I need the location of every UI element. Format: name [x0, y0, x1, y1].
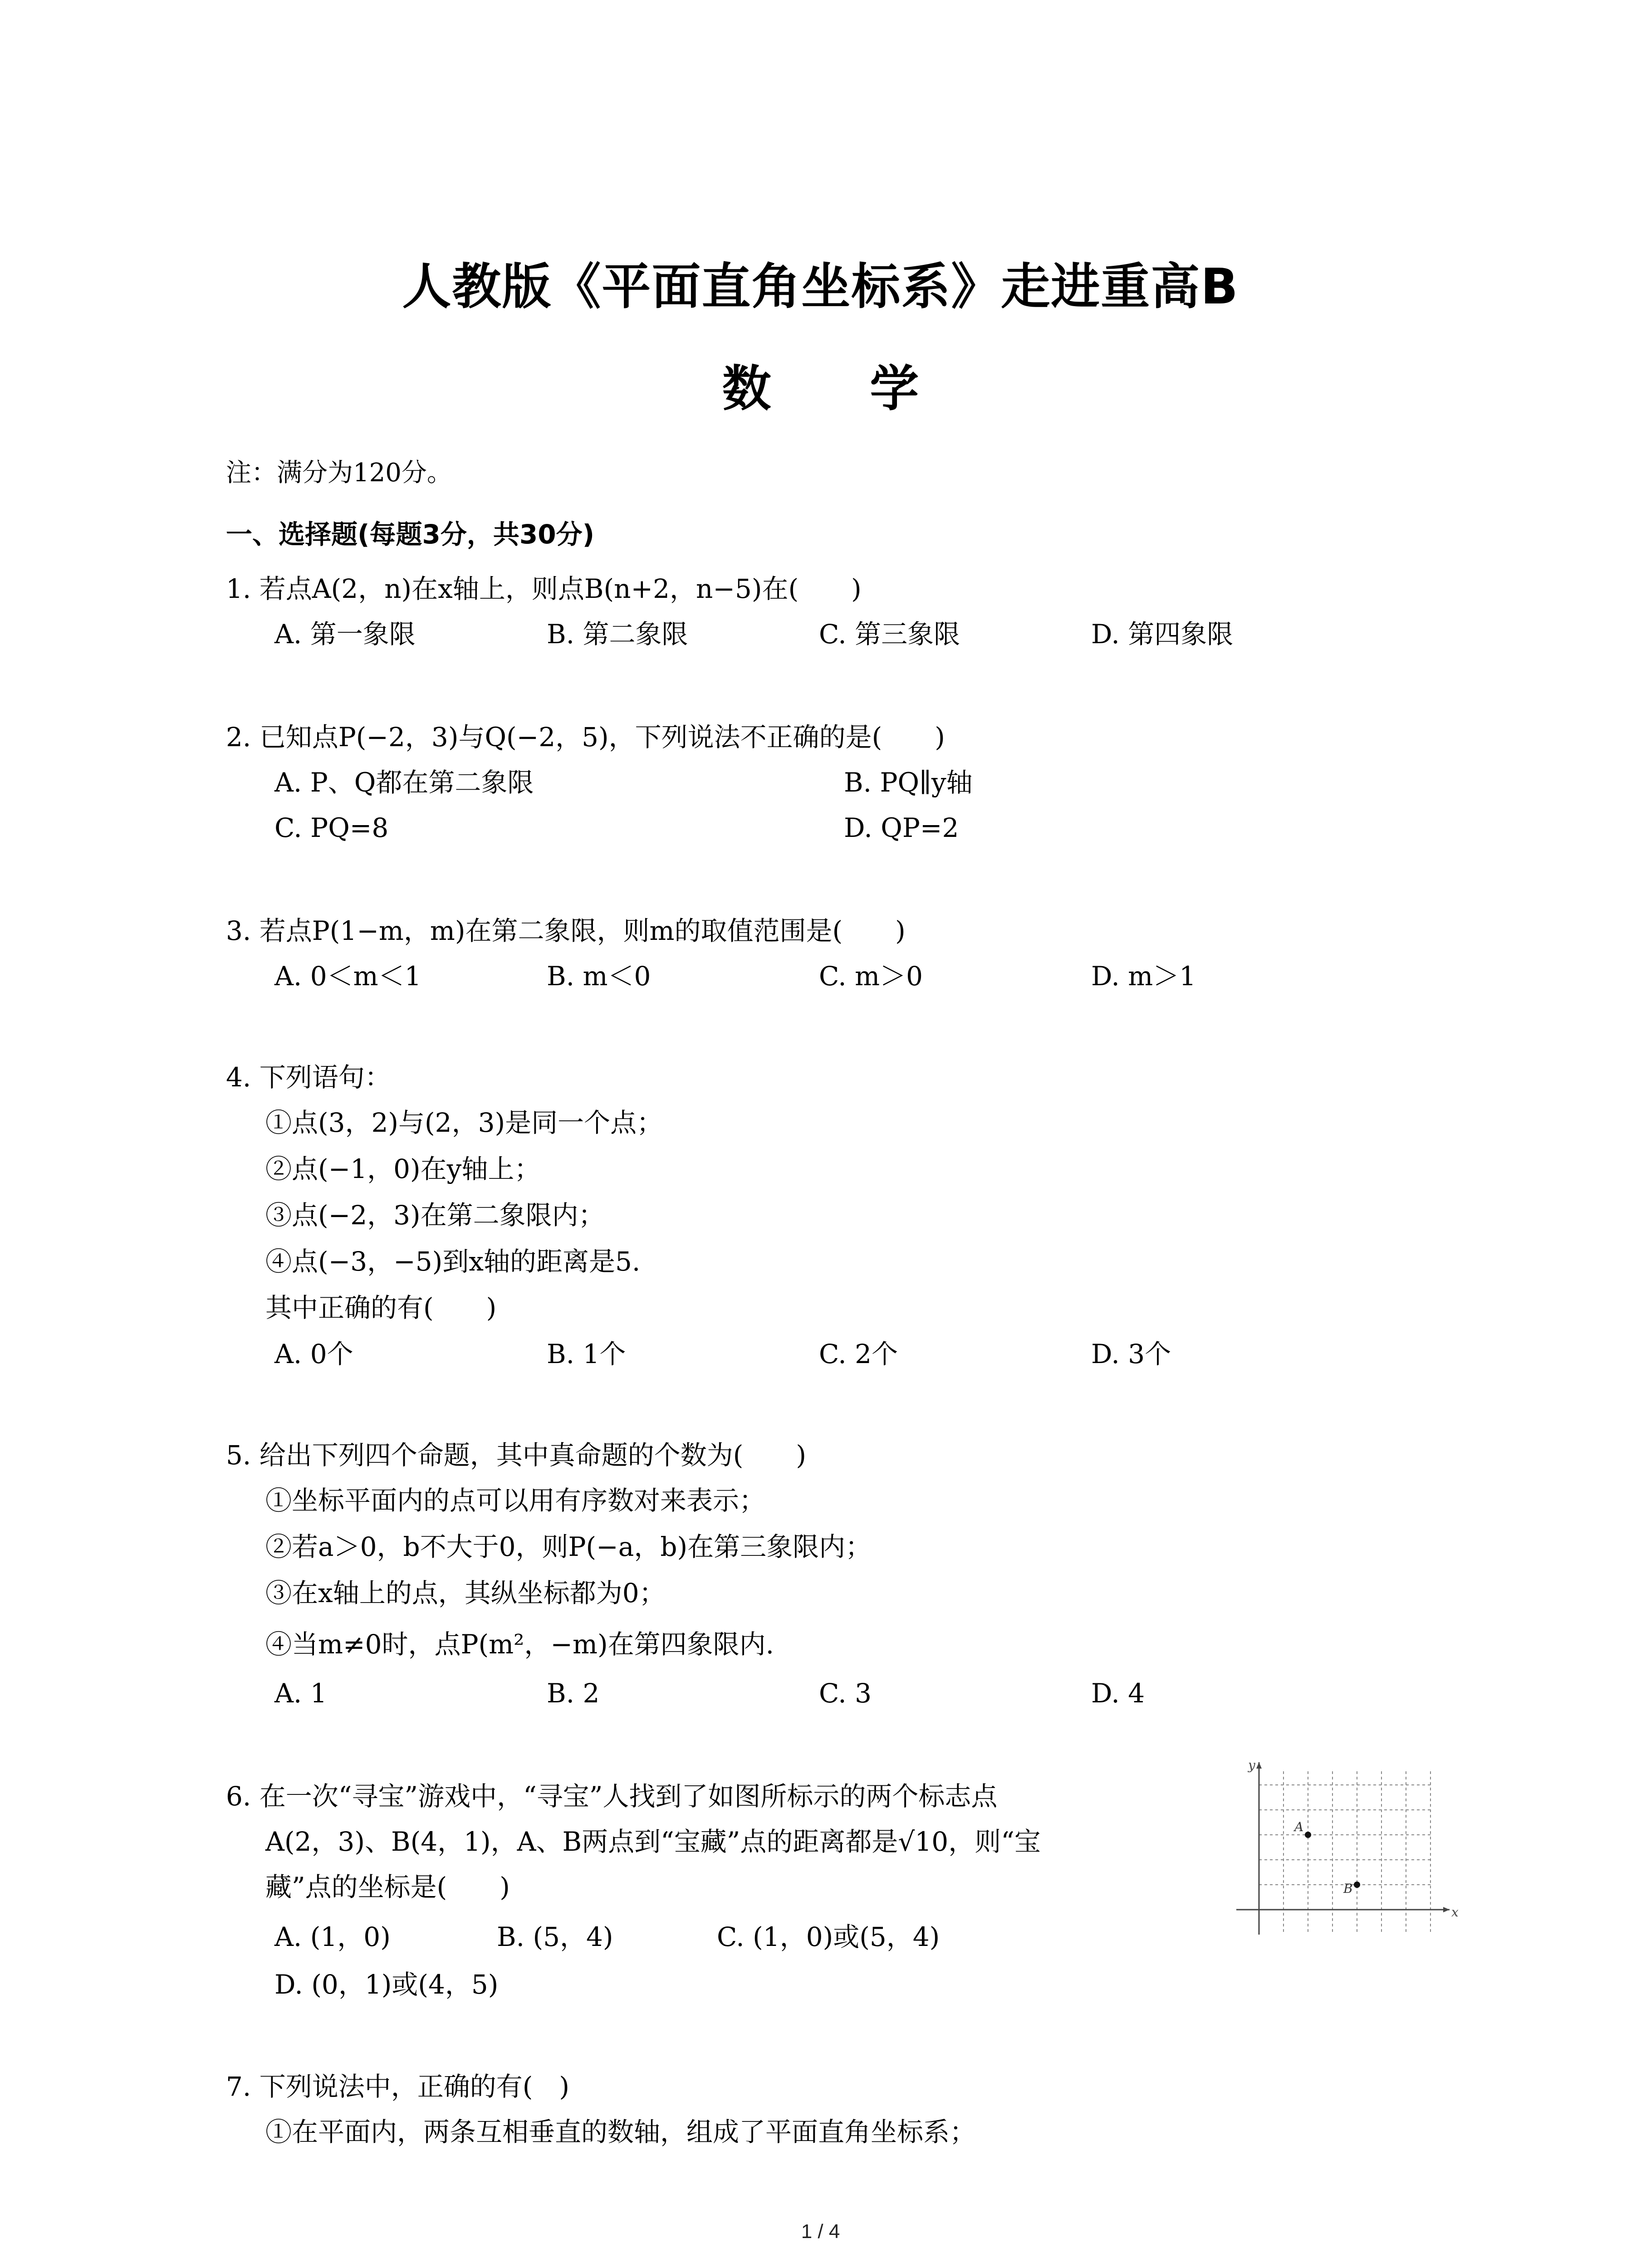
q4-option-d: D. 3个 — [1091, 1339, 1171, 1369]
question-7-stem: 7. 下列说法中，正确的有( ) — [226, 2071, 570, 2102]
q4-statement-2: ②点(−1，0)在y轴上； — [265, 1154, 541, 1184]
q5-statement-1: ①坐标平面内的点可以用有序数对来表示； — [265, 1485, 766, 1516]
q5-option-c: C. 3 — [819, 1678, 872, 1709]
question-6-line-2: A(2，3)、B(4，1)，A、B两点到“宝藏”点的距离都是√10，则“宝 — [265, 1826, 1041, 1857]
q3-option-a: A. 0＜m＜1 — [274, 961, 421, 992]
question-4-stem: 4. 下列语句： — [226, 1062, 391, 1093]
q1-option-d: D. 第四象限 — [1091, 619, 1234, 650]
point-a-label: A — [1294, 1819, 1304, 1834]
subject-title: 数 学 — [722, 361, 960, 417]
q6-option-a: A. (1，0) — [274, 1921, 391, 1952]
q5-option-b: B. 2 — [547, 1678, 600, 1709]
q4-option-b: B. 1个 — [547, 1339, 626, 1369]
q4-statement-3: ③点(−2，3)在第二象限内； — [265, 1200, 605, 1231]
point-b-label: B — [1343, 1881, 1353, 1896]
point-a — [1305, 1832, 1311, 1838]
q2-option-a: A. P、Q都在第二象限 — [274, 767, 534, 798]
q1-option-a: A. 第一象限 — [274, 619, 416, 650]
score-note: 注：满分为120分。 — [226, 458, 452, 488]
page-title: 人教版《平面直角坐标系》走进重高B — [402, 259, 1239, 315]
q4-option-a: A. 0个 — [274, 1339, 353, 1369]
q2-option-c: C. PQ=8 — [274, 812, 389, 843]
q6-option-c: C. (1，0)或(5，4) — [717, 1921, 940, 1952]
q1-option-b: B. 第二象限 — [547, 619, 688, 650]
q3-option-d: D. m＞1 — [1091, 961, 1196, 992]
q4-option-c: C. 2个 — [819, 1339, 898, 1369]
q5-statement-2: ②若a＞0，b不大于0，则P(−a，b)在第三象限内； — [265, 1531, 872, 1562]
q6-option-b: B. (5，4) — [497, 1921, 613, 1952]
question-6-line-3: 藏”点的坐标是( ) — [265, 1872, 510, 1902]
q3-option-c: C. m＞0 — [819, 961, 923, 992]
section-heading: 一、选择题(每题3分，共30分) — [226, 519, 595, 550]
point-b — [1354, 1882, 1360, 1888]
q7-statement-1: ①在平面内，两条互相垂直的数轴，组成了平面直角坐标系； — [265, 2116, 976, 2147]
x-axis-label: x — [1451, 1905, 1459, 1920]
question-3-stem: 3. 若点P(1−m，m)在第二象限，则m的取值范围是( ) — [226, 915, 906, 946]
q6-option-d: D. (0，1)或(4，5) — [274, 1969, 499, 2000]
q4-ask: 其中正确的有( ) — [265, 1292, 497, 1323]
q2-option-d: D. QP=2 — [844, 812, 959, 843]
q5-option-a: A. 1 — [274, 1678, 327, 1709]
q5-statement-3: ③在x轴上的点，其纵坐标都为0； — [265, 1578, 666, 1608]
page-number: 1 / 4 — [801, 2220, 840, 2243]
y-axis-label: y — [1248, 1758, 1255, 1773]
q5-statement-4: ④当m≠0时，点P(m²，−m)在第四象限内. — [265, 1629, 774, 1660]
q4-statement-1: ①点(3，2)与(2，3)是同一个点； — [265, 1107, 663, 1138]
q5-option-d: D. 4 — [1091, 1678, 1145, 1709]
question-5-stem: 5. 给出下列四个命题，其中真命题的个数为( ) — [226, 1440, 807, 1471]
x-axis-arrow — [1443, 1907, 1450, 1912]
question-2-stem: 2. 已知点P(−2，3)与Q(−2，5)，下列说法不正确的是( ) — [226, 722, 945, 753]
q1-option-c: C. 第三象限 — [819, 619, 960, 650]
q4-statement-4: ④点(−3，−5)到x轴的距离是5. — [265, 1246, 641, 1277]
question-1-stem: 1. 若点A(2，n)在x轴上，则点B(n+2，n−5)在( ) — [226, 573, 862, 604]
question-6-line-1: 6. 在一次“寻宝”游戏中，“寻宝”人找到了如图所标示的两个标志点 — [226, 1781, 998, 1812]
q2-option-b: B. PQ∥y轴 — [844, 767, 973, 798]
y-axis-arrow — [1256, 1762, 1262, 1769]
coordinate-grid-figure — [1232, 1758, 1459, 1957]
q3-option-b: B. m＜0 — [547, 961, 651, 992]
